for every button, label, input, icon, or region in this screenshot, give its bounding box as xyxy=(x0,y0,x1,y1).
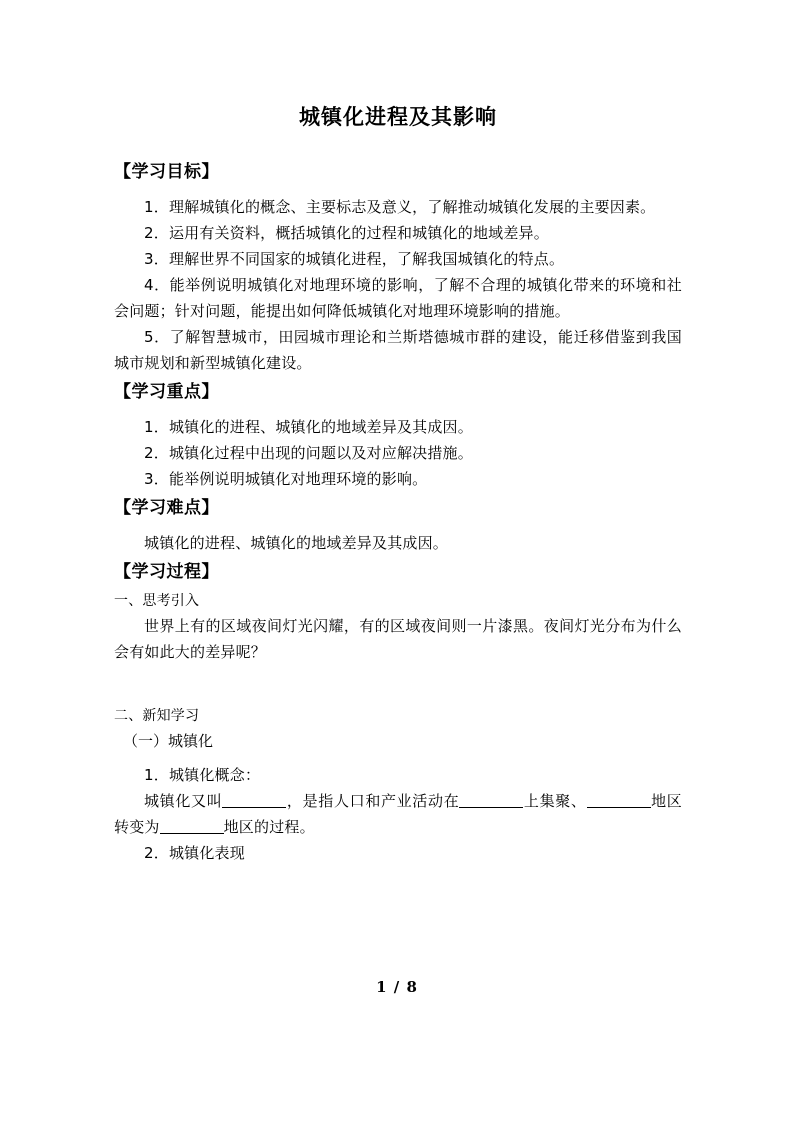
concept-text-seg2: ，是指人口和产业活动在 xyxy=(286,792,460,811)
difficulties-text: 城镇化的进程、城镇化的地域差异及其成因。 xyxy=(144,534,449,553)
concept-text-seg1: 城镇化又叫 xyxy=(144,792,223,811)
spacer xyxy=(114,754,682,762)
blank-field-4[interactable] xyxy=(160,833,224,834)
process-part-one-label: 一、思考引入 xyxy=(114,593,200,610)
key-point-item: 1．城镇化的进程、城镇化的地域差异及其成因。 xyxy=(144,418,473,437)
page-number-footer: 1 / 8 xyxy=(376,978,418,996)
spacer xyxy=(114,691,682,704)
section-heading-difficulties: 【学习难点】 xyxy=(114,498,219,519)
concept-text-seg3: 上集聚、 xyxy=(523,792,587,811)
key-point-item: 3．能举例说明城镇化对地理环境的影响。 xyxy=(144,470,428,489)
spacer xyxy=(114,581,682,589)
process-subsection-urbanization: （一）城镇化 xyxy=(123,732,214,751)
document-content xyxy=(114,0,682,866)
concept-text-seg5: 地区的过程。 xyxy=(223,818,315,837)
spacer xyxy=(114,401,682,414)
blank-field-3[interactable] xyxy=(587,807,651,808)
spacer xyxy=(114,665,682,691)
page-title: 城镇化进程及其影响 xyxy=(299,105,497,129)
section-heading-key-points: 【学习重点】 xyxy=(114,382,219,403)
concept-text-seg4: 地区转变为 xyxy=(114,792,682,837)
objective-item: 2．运用有关资料，概括城镇化的过程和城镇化的地域差异。 xyxy=(144,224,549,243)
concept-fill-in-paragraph xyxy=(114,788,682,840)
blank-field-2[interactable] xyxy=(459,807,523,808)
spacer xyxy=(114,517,682,530)
objective-item: 1．理解城镇化的概念、主要标志及意义，了解推动城镇化发展的主要因素。 xyxy=(144,198,656,217)
blank-field-1[interactable] xyxy=(222,807,286,808)
manifestation-item-label: 2．城镇化表现 xyxy=(144,844,245,863)
section-heading-objectives: 【学习目标】 xyxy=(114,162,219,183)
key-point-item: 2．城镇化过程中出现的问题以及对应解决措施。 xyxy=(144,444,473,463)
concept-item-label: 1．城镇化概念： xyxy=(144,766,261,785)
objective-item: 3．理解世界不同国家的城镇化进程，了解我国城镇化的特点。 xyxy=(144,250,565,269)
spacer xyxy=(114,130,682,164)
process-part-one-text: 世界上有的区域夜间灯光闪耀，有的区域夜间则一片漆黑。夜间灯光分布为什么会有如此大的差异呢？ xyxy=(114,617,682,662)
process-part-two-label: 二、新知学习 xyxy=(114,708,200,725)
section-heading-process: 【学习过程】 xyxy=(114,562,219,583)
spacer xyxy=(114,181,682,194)
objective-item: 4．能举例说明城镇化对地理环境的影响，了解不合理的城镇化带来的环境和社会问题；针对问题，能提出如何降低城镇化对地理环境影响的措施。 xyxy=(114,276,682,321)
objective-item: 5．了解智慧城市，田园城市理论和兰斯塔德城市群的建设，能迁移借鉴到我国城市规划和新型城镇化建设。 xyxy=(114,328,682,373)
